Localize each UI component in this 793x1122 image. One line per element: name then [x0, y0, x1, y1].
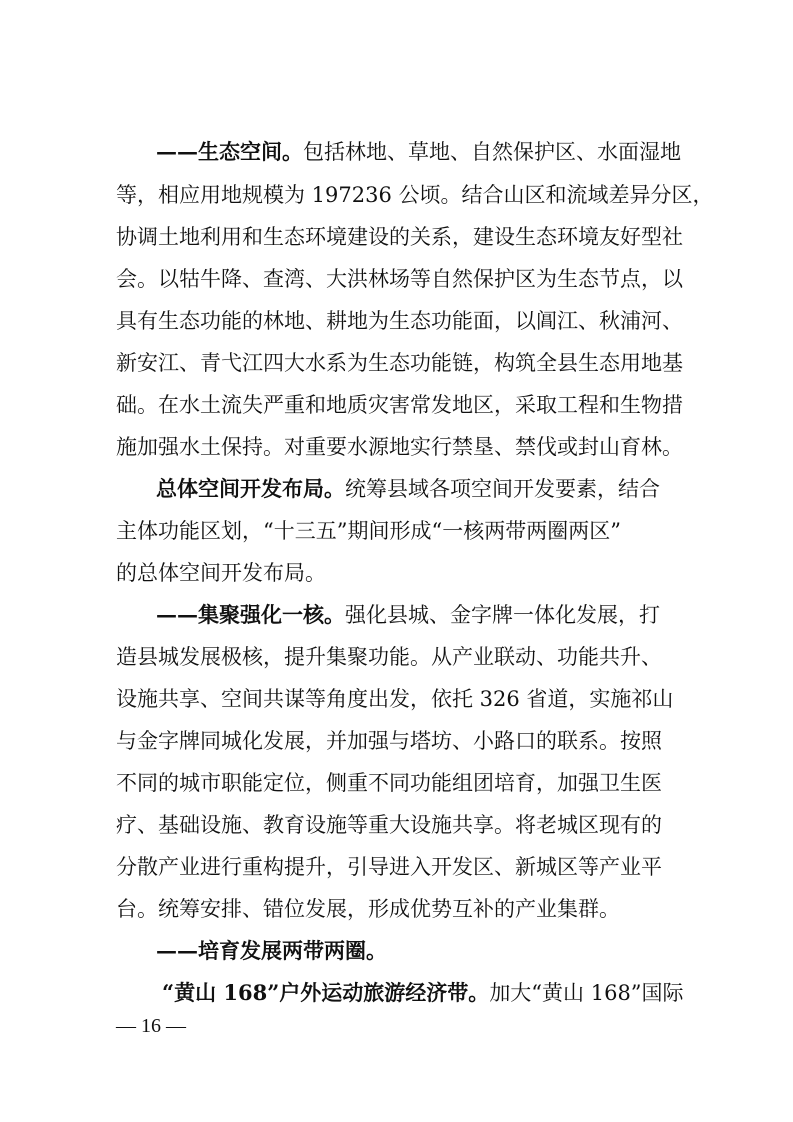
- text-line: [116, 222, 683, 252]
- body-text: 等，相应用地规模为 197236 公顷。结合山区和流域差异分区，: [116, 183, 714, 207]
- text-line: [116, 306, 683, 336]
- body-text: 主体功能区划，“十三五”期间形成“一核两带两圈两区”: [116, 519, 621, 543]
- body-text: 台。统筹安排、错位发展，形成优势互补的产业集群。: [116, 897, 620, 921]
- body-text: 疗、基础设施、教育设施等重大设施共享。将老城区现有的: [116, 813, 662, 837]
- body-text: 协调土地利用和生态环境建设的关系，建设生态环境友好型社: [116, 225, 683, 249]
- text-line: [116, 516, 621, 546]
- body-text: 具有生态功能的林地、耕地为生态功能面，以阊江、秋浦河、: [116, 309, 683, 333]
- body-text: 包括林地、草地、自然保护区、水面湿地: [303, 140, 681, 164]
- text-line: [116, 390, 683, 420]
- body-text: 设施共享、空间共谋等角度出发，依托 326 省道，实施祁山: [116, 687, 674, 711]
- text-line: [116, 558, 326, 588]
- text-line: [116, 810, 662, 840]
- bold-heading: ——集聚强化一核。: [156, 602, 345, 627]
- text-line: [116, 684, 673, 714]
- bold-heading: ——培育发展两带两圈。: [156, 938, 387, 963]
- body-text: 不同的城市职能定位，侧重不同功能组团培育，加强卫生医: [116, 771, 662, 795]
- text-line: [116, 642, 662, 672]
- text-line: [116, 180, 714, 210]
- body-text: 的总体空间开发布局。: [116, 561, 326, 585]
- text-line: [162, 978, 684, 1008]
- bold-heading: “黄山 168”户外运动旅游经济带。: [162, 980, 490, 1005]
- text-line: [156, 137, 681, 167]
- body-text: 础。在水土流失严重和地质灾害常发地区，采取工程和生物措: [116, 393, 683, 417]
- body-text: 加大“黄山 168”国际: [489, 981, 684, 1005]
- bold-heading: ——生态空间。: [156, 139, 303, 164]
- text-line: [156, 936, 387, 966]
- body-text: 统筹县域各项空间开发要素，结合: [345, 477, 660, 501]
- body-text: 施加强水土保持。对重要水源地实行禁垦、禁伐或封山育林。: [116, 435, 683, 459]
- text-line: [156, 600, 660, 630]
- text-line: [116, 432, 683, 462]
- text-line: [116, 768, 662, 798]
- body-text: 强化县城、金字牌一体化发展，打: [345, 603, 660, 627]
- bold-heading: 总体空间开发布局。: [156, 476, 345, 501]
- body-text: 会。以牯牛降、查湾、大洪林场等自然保护区为生态节点，以: [116, 267, 683, 291]
- page-number: — 16 —: [116, 1015, 186, 1037]
- body-text: 新安江、青弋江四大水系为生态功能链，构筑全县生态用地基: [116, 351, 683, 375]
- body-text: 分散产业进行重构提升，引导进入开发区、新城区等产业平: [116, 855, 662, 879]
- body-text: 与金字牌同城化发展，并加强与塔坊、小路口的联系。按照: [116, 729, 662, 753]
- text-line: [116, 894, 620, 924]
- text-line: [116, 264, 683, 294]
- text-line: [156, 474, 660, 504]
- body-text: 造县城发展极核，提升集聚功能。从产业联动、功能共升、: [116, 645, 662, 669]
- text-line: [116, 852, 662, 882]
- text-line: [116, 348, 683, 378]
- text-line: [116, 726, 662, 756]
